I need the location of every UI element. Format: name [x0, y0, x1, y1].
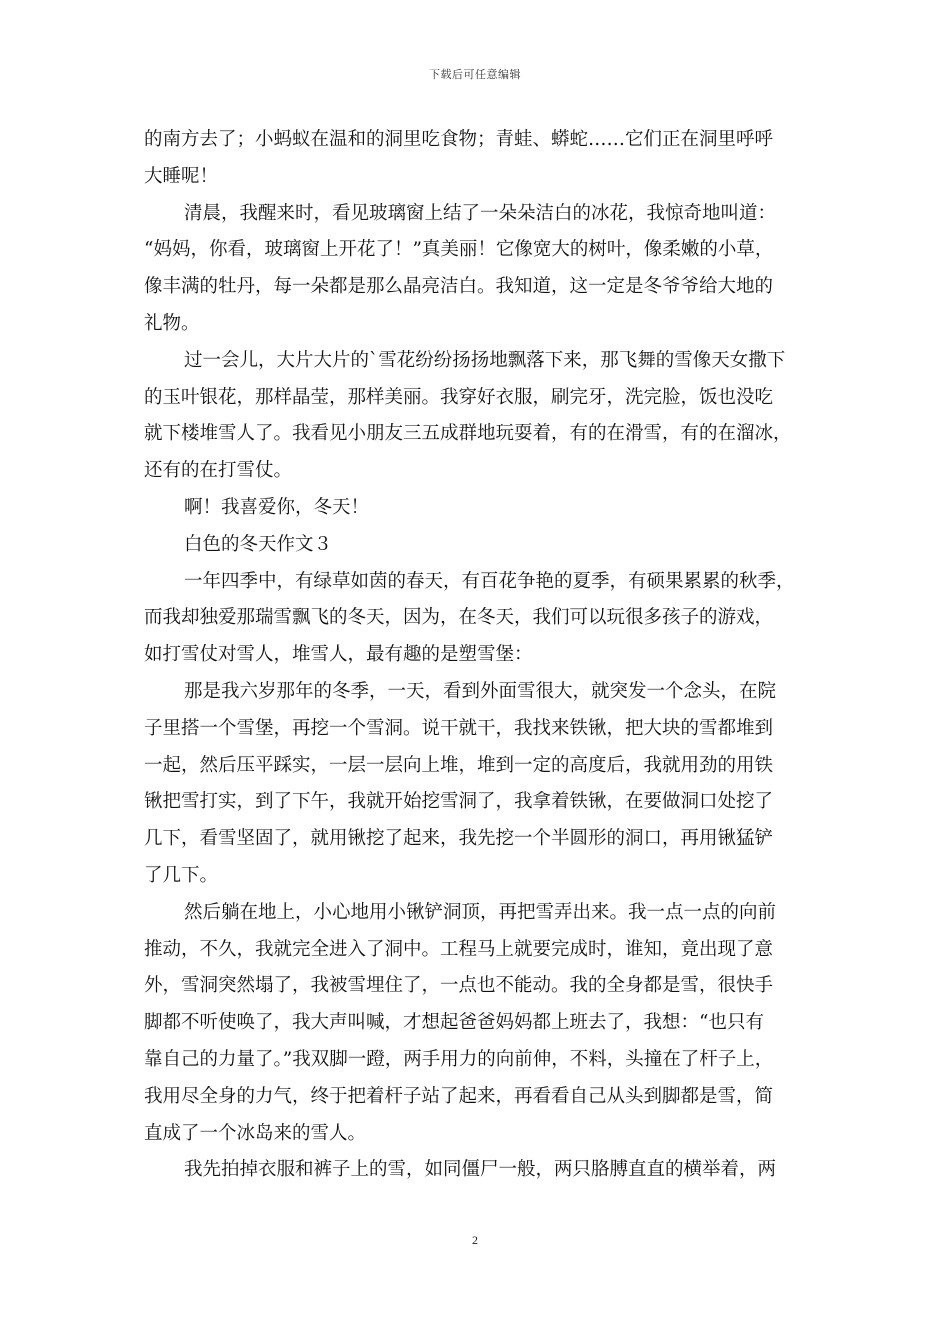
text-line: 而我却独爱那瑞雪飘飞的冬天，因为，在冬天，我们可以玩很多孩子的游戏， [144, 607, 774, 629]
text-line: 像丰满的牡丹，每一朵都是那么晶亮洁白。我知道，这一定是冬爷爷给大地的 [144, 276, 774, 298]
document-body [144, 122, 812, 1189]
text-line: 我用尽全身的力气，终于把着杆子站了起来，再看看自己从头到脚都是雪，简 [144, 1085, 774, 1107]
text-line: 靠自己的力量了。”我双脚一蹬，两手用力的向前伸，不料，头撞在了杆子上， [144, 1048, 774, 1070]
text-line: 的玉叶银花，那样晶莹，那样美丽。我穿好衣服，刷完牙，洗完脸，饭也没吃 [144, 386, 774, 408]
text-line: 就下楼堆雪人了。我看见小朋友三五成群地玩耍着，有的在滑雪，有的在溜冰， [144, 423, 792, 445]
text-line: 啊！我喜爱你，冬天！ [184, 496, 370, 518]
text-line: 白色的冬天作文３ [184, 533, 333, 555]
text-line: “妈妈，你看，玻璃窗上开花了！”真美丽！它像宽大的树叶，像柔嫩的小草， [144, 239, 774, 261]
text-line: 过一会儿，大片大片的`雪花纷纷扬扬地飘落下来，那飞舞的雪像天女撒下 [184, 349, 786, 371]
text-line: 锹把雪打实，到了下午，我就开始挖雪洞了，我拿着铁锹，在要做洞口处挖了 [144, 791, 774, 813]
text-line: 我先拍掉衣服和裤子上的雪，如同僵尸一般，两只胳膊直直的横举着，两 [184, 1159, 777, 1181]
text-line: 几下，看雪坚固了，就用锹挖了起来，我先挖一个半圆形的洞口，再用锹猛铲 [144, 828, 774, 850]
text-line: 那是我六岁那年的冬季，一天，看到外面雪很大，就突发一个念头，在院 [184, 680, 777, 702]
text-line: 直成了一个冰岛来的雪人。 [144, 1122, 367, 1144]
text-line: 脚都不听使唤了，我大声叫喊，才想起爸爸妈妈都上班去了，我想：“也只有 [144, 1012, 764, 1034]
text-line: 清晨，我醒来时，看见玻璃窗上结了一朵朵洁白的冰花，我惊奇地叫道： [184, 202, 777, 224]
text-line: 礼物。 [144, 312, 200, 334]
text-line: 推动，不久，我就完全进入了洞中。工程马上就要完成时，谁知，竟出现了意 [144, 938, 774, 960]
text-line: 子里搭一个雪堡，再挖一个雪洞。说干就干，我找来铁锹，把大块的雪都堆到 [144, 717, 774, 739]
text-line: 外，雪洞突然塌了，我被雪埋住了，一点也不能动。我的全身都是雪，很快手 [144, 975, 774, 997]
text-line: 了几下。 [144, 864, 219, 886]
text-line: 如打雪仗对雪人，堆雪人，最有趣的是塑雪堡： [144, 644, 533, 666]
text-line: 一年四季中，有绿草如茵的春天，有百花争艳的夏季，有硕果累累的秋季， [184, 570, 795, 592]
text-line: 然后躺在地上，小心地用小锹铲洞顶，再把雪弄出来。我一点一点的向前 [184, 901, 777, 923]
text-line: 还有的在打雪仗。 [144, 460, 293, 482]
page-number: 2 [472, 1233, 478, 1247]
text-line: 一起，然后压平踩实，一层一层向上堆，堆到一定的高度后，我就用劲的用铁 [144, 754, 774, 776]
page-header: 下载后可任意编辑 [429, 68, 521, 81]
text-line: 的南方去了；小蚂蚁在温和的洞里吃食物；青蛙、蟒蛇……它们正在洞里呼呼 [144, 129, 774, 150]
text-line: 大睡呢！ [144, 165, 219, 187]
